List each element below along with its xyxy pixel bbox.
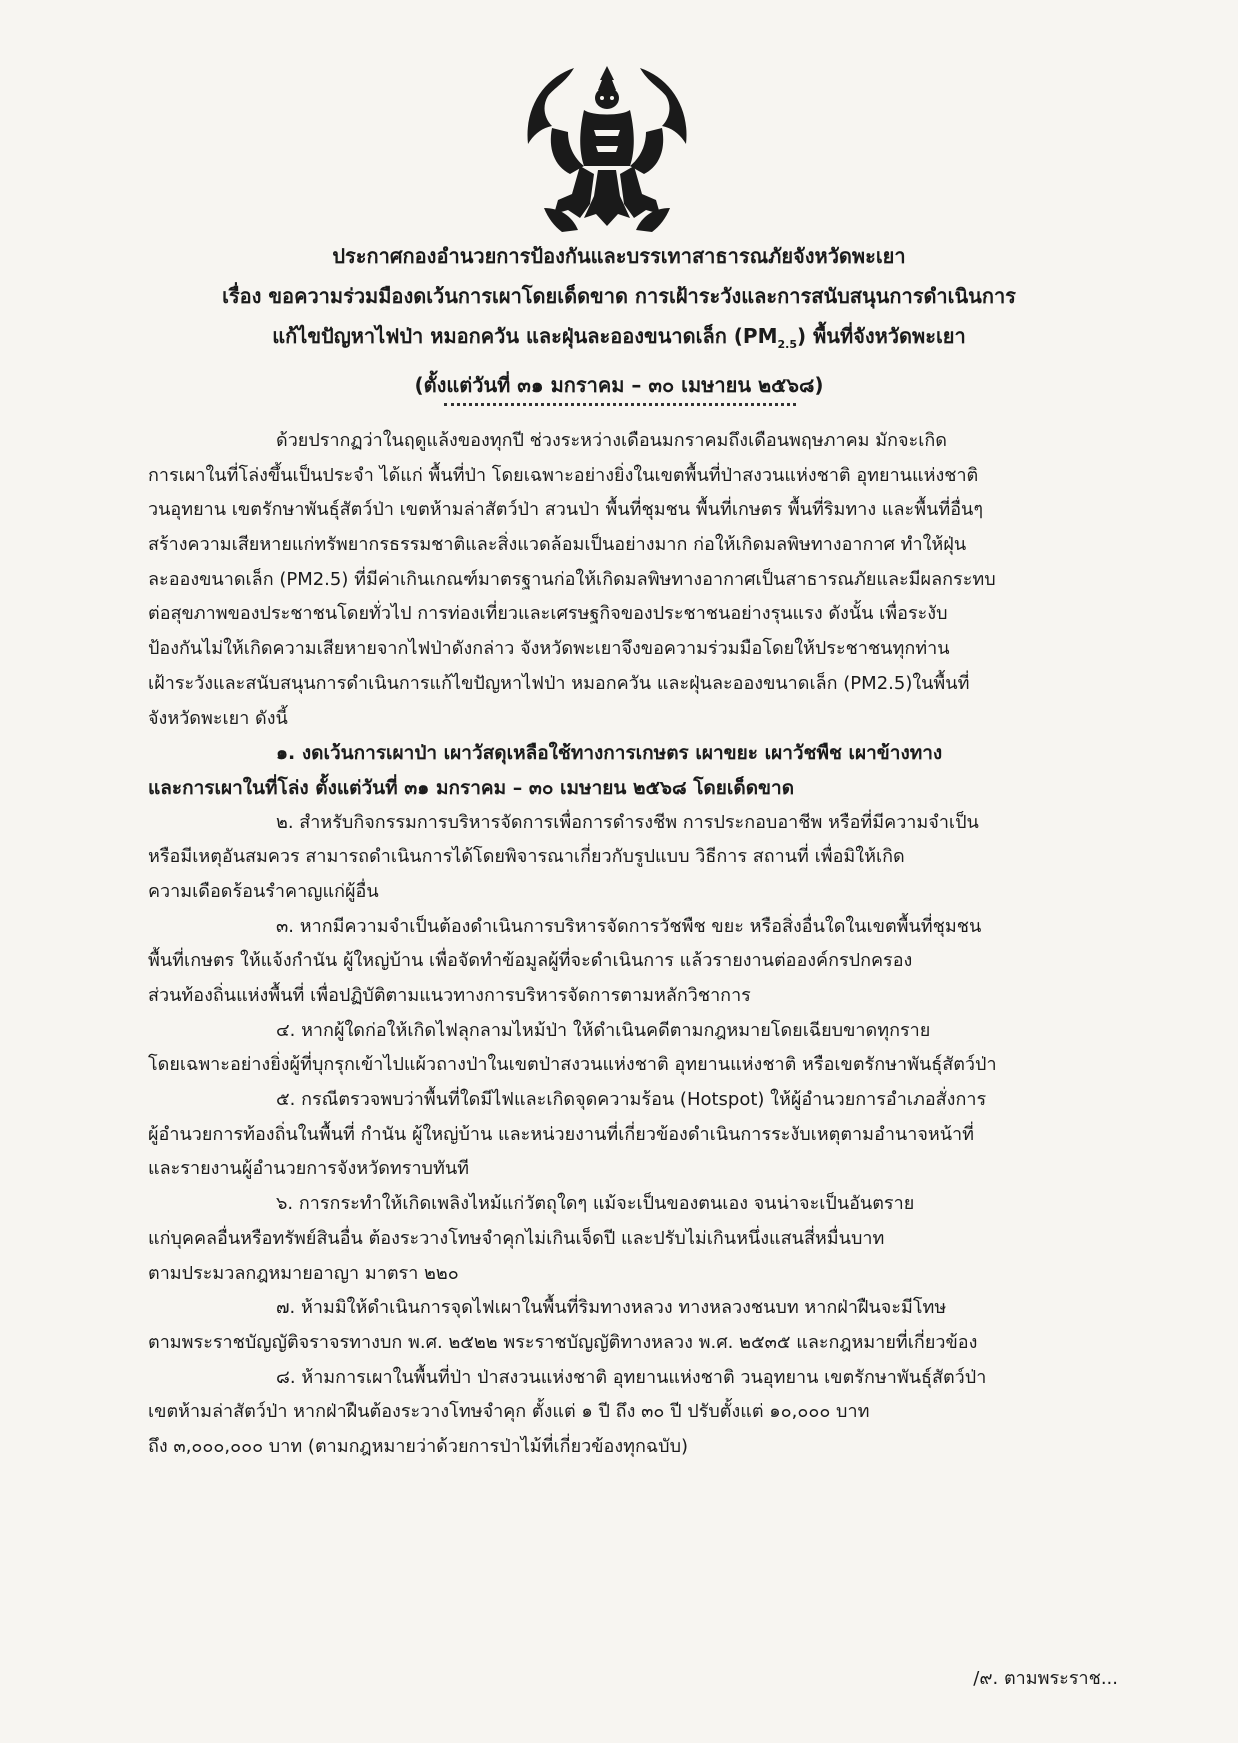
intro-line: เฝ้าระวังและสนับสนุนการดำเนินการแก้ไขปัญหาไฟป่า หมอกควัน และฝุ่นละอองขนาดเล็ก (PM2.5)ในพื้นที่ <box>148 672 970 694</box>
item-2-line: หรือมีเหตุอันสมควร สามารถดำเนินการได้โดยพิจารณาเกี่ยวกับรูปแบบ วิธีการ สถานที่ เพื่อมิให้เกิด <box>148 846 905 868</box>
dotted-divider <box>444 403 796 406</box>
heading-line-3: แก้ไขปัญหาไฟป่า หมอกควัน และฝุ่นละอองขนาดเล็ก $(PM_{2.5})$ พื้นที่จังหวัดพะเยา <box>272 324 966 351</box>
garuda-emblem-icon <box>514 58 700 244</box>
intro-line: ป้องกันไม่ให้เกิดความเสียหายจากไฟป่าดังกล่าว จังหวัดพะเยาจึงขอความร่วมมือโดยให้ประชาชนทุกท่าน <box>148 638 950 660</box>
heading-line-1: ประกาศกองอำนวยการป้องกันและบรรเทาสาธารณภัยจังหวัดพะเยา <box>332 244 906 268</box>
intro-line: การเผาในที่โล่งขึ้นเป็นประจำ ได้แก่ พื้นที่ป่า โดยเฉพาะอย่างยิ่งในเขตพื้นที่ป่าสงวนแห่งชาติ อุทยานแห่งชาติ <box>148 464 979 486</box>
item-4-line: โดยเฉพาะอย่างยิ่งผู้ที่บุกรุกเข้าไปแผ้วถางป่าในเขตป่าสงวนแห่งชาติ อุทยานแห่งชาติ หรือเขตรักษาพันธุ์สัตว์ป่า <box>148 1054 997 1076</box>
intro-line: ด้วยปรากฏว่าในฤดูแล้งของทุกปี ช่วงระหว่างเดือนมกราคมถึงเดือนพฤษภาคม มักจะเกิด <box>276 430 947 451</box>
item-7-line: ๗. ห้ามมิให้ดำเนินการจุดไฟเผาในพื้นที่ริมทางหลวง ทางหลวงชนบท หากฝ่าฝืนจะมีโทษ <box>276 1297 947 1319</box>
announcement-body <box>148 424 1116 1465</box>
item-5-line: ผู้อำนวยการท้องถิ่นในพื้นที่ กำนัน ผู้ใหญ่บ้าน และหน่วยงานที่เกี่ยวข้องดำเนินการระงับเหตุตามอำนาจหน้าที่ <box>148 1123 975 1145</box>
intro-line: จังหวัดพะเยา ดังนี้ <box>148 707 288 729</box>
continuation-note: /๙. ตามพระราช... <box>973 1668 1118 1689</box>
item-4-line: ๔. หากผู้ใดก่อให้เกิดไฟลุกลามไหม้ป่า ให้ดำเนินคดีตามกฎหมายโดยเฉียบขาดทุกราย <box>276 1019 931 1041</box>
intro-line: สร้างความเสียหายแก่ทรัพยากรธรรมชาติและสิ่งแวดล้อมเป็นอย่างมาก ก่อให้เกิดมลพิษทางอากาศ ทำให้ฝุ่น <box>148 534 967 556</box>
announcement-heading <box>100 236 1138 405</box>
item-8-line: เขตห้ามล่าสัตว์ป่า หากฝ่าฝืนต้องระวางโทษจำคุก ตั้งแต่ ๑ ปี ถึง ๓๐ ปี ปรับตั้งแต่ ๑๐,๐๐๐ บาท <box>148 1401 870 1423</box>
item-5-line: และรายงานผู้อำนวยการจังหวัดทราบทันที <box>148 1158 470 1180</box>
item-5-line: ๕. กรณีตรวจพบว่าพื้นที่ใดมีไฟและเกิดจุดความร้อน (Hotspot) ให้ผู้อำนวยการอำเภอสั่งการ <box>276 1089 987 1111</box>
item-6-line: แก่บุคคลอื่นหรือทรัพย์สินอื่น ต้องระวางโทษจำคุกไม่เกินเจ็ดปี และปรับไม่เกินหนึ่งแสนสี่หมื่นบาท <box>148 1227 885 1249</box>
item-3-line: พื้นที่เกษตร ให้แจ้งกำนัน ผู้ใหญ่บ้าน เพื่อจัดทำข้อมูลผู้ที่จะดำเนินการ แล้วรายงานต่อองค์กรปกครอง <box>148 950 913 972</box>
item-6-line: ๖. การกระทำให้เกิดเพลิงไหม้แก่วัตถุใดๆ แม้จะเป็นของตนเอง จนน่าจะเป็นอันตราย <box>276 1193 915 1215</box>
item-8-line: ถึง ๓,๐๐๐,๐๐๐ บาท (ตามกฎหมายว่าด้วยการป่าไม้ที่เกี่ยวข้องทุกฉบับ) <box>148 1435 689 1457</box>
heading-line-4: (ตั้งแต่วันที่ ๓๑ มกราคม – ๓๐ เมษายน ๒๕๖๘) <box>414 373 824 397</box>
item-7-line: ตามพระราชบัญญัติจราจรทางบก พ.ศ. ๒๕๒๒ พระราชบัญญัติทางหลวง พ.ศ. ๒๕๓๕ และกฎหมายที่เกี่ยวข้อง <box>148 1331 978 1353</box>
heading-line-2: เรื่อง ขอความร่วมมืองดเว้นการเผาโดยเด็ดขาด การเฝ้าระวังและการสนับสนุนการดำเนินการ <box>222 284 1016 308</box>
item-1-line: และการเผาในที่โล่ง ตั้งแต่วันที่ ๓๑ มกราคม – ๓๐ เมษายน ๒๕๖๘ โดยเด็ดขาด <box>148 776 795 799</box>
item-3-line: ส่วนท้องถิ่นแห่งพื้นที่ เพื่อปฏิบัติตามแนวทางการบริหารจัดการตามหลักวิชาการ <box>148 985 751 1006</box>
item-1-line: ๑. งดเว้นการเผาป่า เผาวัสดุเหลือใช้ทางการเกษตร เผาขยะ เผาวัชพืช เผาข้างทาง <box>276 742 943 765</box>
item-3-line: ๓. หากมีความจำเป็นต้องดำเนินการบริหารจัดการวัชพืช ขยะ หรือสิ่งอื่นใดในเขตพื้นที่ชุมชน <box>276 915 982 937</box>
item-8-line: ๘. ห้ามการเผาในพื้นที่ป่า ป่าสงวนแห่งชาติ อุทยานแห่งชาติ วนอุทยาน เขตรักษาพันธุ์สัตว์ป่า <box>276 1366 987 1388</box>
intro-line: ละอองขนาดเล็ก (PM2.5) ที่มีค่าเกินเกณฑ์มาตรฐานก่อให้เกิดมลพิษทางอากาศเป็นสาธารณภัยและมีผลกระทบ <box>148 568 996 590</box>
item-2-line: ความเดือดร้อนรำคาญแก่ผู้อื่น <box>148 880 379 902</box>
item-2-line: ๒. สำหรับกิจกรรมการบริหารจัดการเพื่อการดำรงชีพ การประกอบอาชีพ หรือที่มีความจำเป็น <box>276 811 979 833</box>
item-6-line: ตามประมวลกฎหมายอาญา มาตรา ๒๒๐ <box>148 1262 459 1284</box>
intro-line: ต่อสุขภาพของประชาชนโดยทั่วไป การท่องเที่ยวและเศรษฐกิจของประชาชนอย่างรุนแรง ดังนั้น เพื่อระงับ <box>148 603 948 625</box>
intro-line: วนอุทยาน เขตรักษาพันธุ์สัตว์ป่า เขตห้ามล่าสัตว์ป่า สวนป่า พื้นที่ชุมชน พื้นที่เกษตร พื้นที่ริมทาง และพื้นที่อื่นๆ <box>148 499 984 521</box>
